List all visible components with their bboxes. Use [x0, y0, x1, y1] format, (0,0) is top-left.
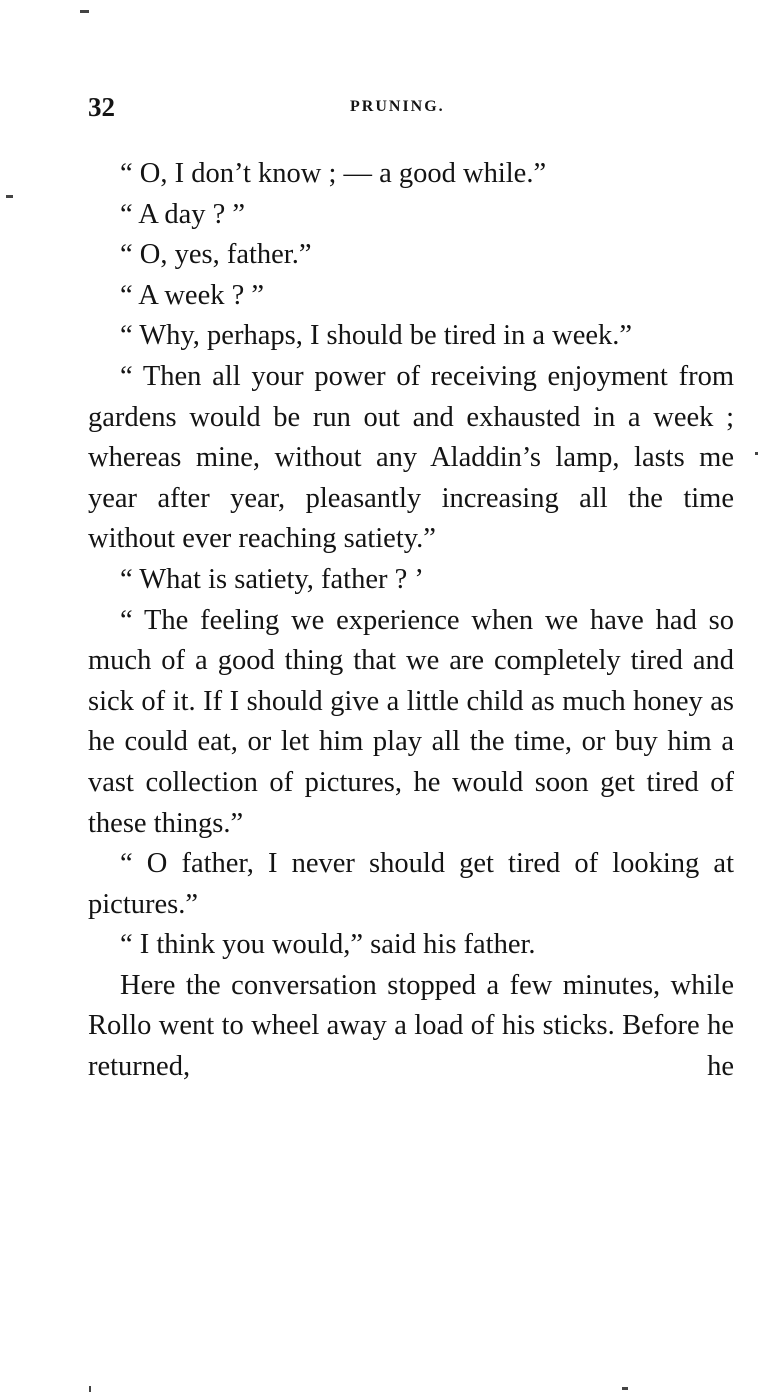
paragraph-8: “ The feeling we experience when we have had so much of a good thing that we are completely tired and sick of it. If I should give a little child as much honey as he could eat, or let him play all the time, or buy him a vast collection of pictures, he would soon get tired of these things.”	[88, 604, 734, 839]
body-text	[88, 154, 734, 1088]
paragraph-4: “ A week ? ”	[120, 279, 265, 311]
page-header	[88, 92, 734, 122]
scan-speck	[6, 195, 13, 198]
running-head: PRUNING.	[350, 98, 445, 115]
paragraph-7: “ What is satiety, father ? ’	[120, 563, 424, 595]
paragraph-3: “ O, yes, father.”	[120, 239, 312, 271]
scan-speck	[80, 10, 89, 13]
paragraph-10: “ I think you would,” said his father.	[120, 929, 536, 961]
paragraph-6: “ Then all your power of receiving enjoyment from gardens would be run out and exhausted in a week ; whereas mine, without any Aladdin’s lamp, lasts me year after year, pleasantly increasing all the time without ever reaching satiety.”	[88, 360, 734, 555]
paragraph-9: “ O father, I never should get tired of looking at pictures.”	[88, 848, 734, 920]
paragraph-5: “ Why, perhaps, I should be tired in a week.”	[120, 320, 633, 352]
paragraph-11: Here the conversation stopped a few minutes, while Rollo went to wheel away a load of his sticks. Before he returned, he	[88, 969, 734, 1083]
paragraph-2: “ A day ? ”	[120, 198, 246, 230]
scan-speck	[755, 452, 758, 455]
page-number: 32	[88, 92, 115, 122]
scan-speck	[622, 1387, 628, 1390]
scan-speck	[89, 1386, 91, 1392]
paragraph-1: “ O, I don’t know ; — a good while.”	[120, 158, 547, 189]
